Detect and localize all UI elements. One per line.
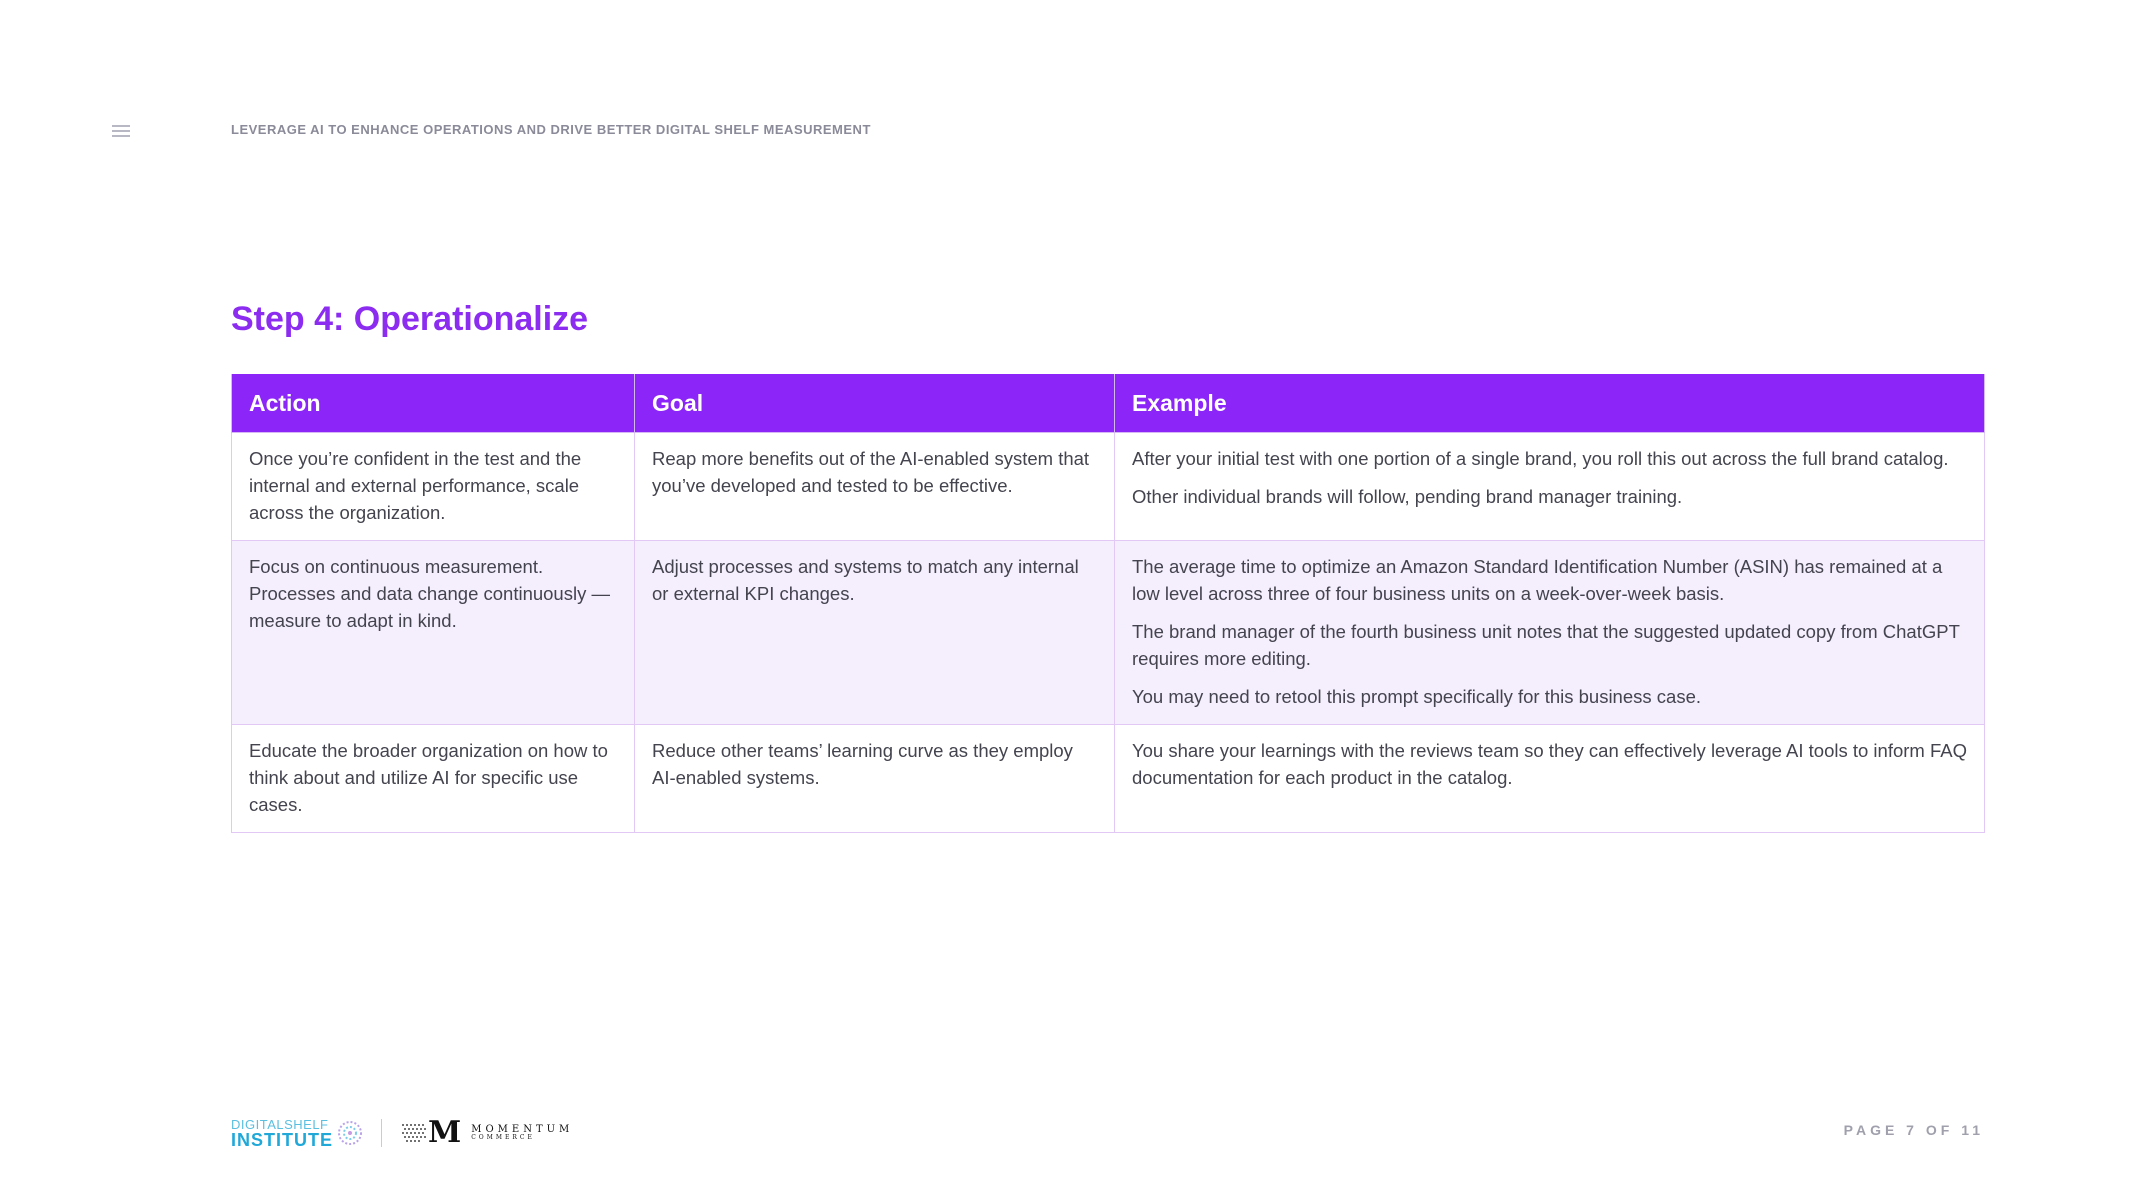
action-cell: Once you’re confident in the test and the internal and external performance, scale across the organization. xyxy=(232,433,635,541)
hamburger-menu-icon[interactable] xyxy=(112,125,130,139)
momentum-logo-mark: M xyxy=(428,1115,462,1150)
digital-shelf-institute-logo xyxy=(231,1118,363,1149)
goal-cell: Adjust processes and systems to match any internal or external KPI changes. xyxy=(635,541,1115,725)
column-header-goal: Goal xyxy=(635,374,1115,433)
dsi-logo-bottom-text: INSTITUTE xyxy=(231,1129,333,1150)
example-cell xyxy=(1115,433,1985,541)
goal-cell: Reduce other teams’ learning curve as they employ AI-enabled systems. xyxy=(635,725,1115,833)
example-paragraph: Other individual brands will follow, pending brand manager training. xyxy=(1132,486,1683,507)
table-header-row xyxy=(232,374,1985,433)
page-indicator: PAGE 7 OF 11 xyxy=(1843,1122,1984,1138)
example-paragraph: You may need to retool this prompt specifically for this business case. xyxy=(1132,686,1701,707)
example-paragraph: You share your learnings with the reviews team so they can effectively leverage AI tools to inform FAQ documentation for each product in the catalog. xyxy=(1132,740,1967,788)
dotted-pattern-icon xyxy=(400,1121,428,1145)
momentum-logo-name: MOMENTUM xyxy=(471,1124,574,1136)
dsi-logo-top-text: DIGITALSHELF xyxy=(231,1116,329,1132)
column-header-example: Example xyxy=(1115,374,1985,433)
table-row xyxy=(232,433,1985,541)
example-cell xyxy=(1115,725,1985,833)
table-row xyxy=(232,541,1985,725)
operationalize-table xyxy=(231,374,1984,833)
action-cell: Educate the broader organization on how to think about and utilize AI for specific use cases. xyxy=(232,725,635,833)
example-paragraph: The brand manager of the fourth business unit notes that the suggested updated copy from ChatGPT requires more editing. xyxy=(1132,621,1960,669)
action-cell: Focus on continuous measurement. Processes and data change continuously — measure to adapt in kind. xyxy=(232,541,635,725)
momentum-logo-sub: COMMERCE xyxy=(471,1134,535,1142)
brain-icon xyxy=(337,1120,363,1146)
goal-cell: Reap more benefits out of the AI-enabled system that you’ve developed and tested to be effective. xyxy=(635,433,1115,541)
running-header-title: LEVERAGE AI TO ENHANCE OPERATIONS AND DRIVE BETTER DIGITAL SHELF MEASUREMENT xyxy=(231,122,871,137)
logo-divider xyxy=(381,1119,382,1147)
footer-logos xyxy=(231,1113,573,1153)
table-row xyxy=(232,725,1985,833)
page-title: Step 4: Operationalize xyxy=(231,300,589,338)
example-cell xyxy=(1115,541,1985,725)
momentum-commerce-logo xyxy=(400,1115,574,1150)
example-paragraph: The average time to optimize an Amazon Standard Identification Number (ASIN) has remained at a low level across three of four business units on a week-over-week basis. xyxy=(1132,556,1943,604)
example-paragraph: After your initial test with one portion of a single brand, you roll this out across the full brand catalog. xyxy=(1132,448,1949,469)
column-header-action: Action xyxy=(232,374,635,433)
